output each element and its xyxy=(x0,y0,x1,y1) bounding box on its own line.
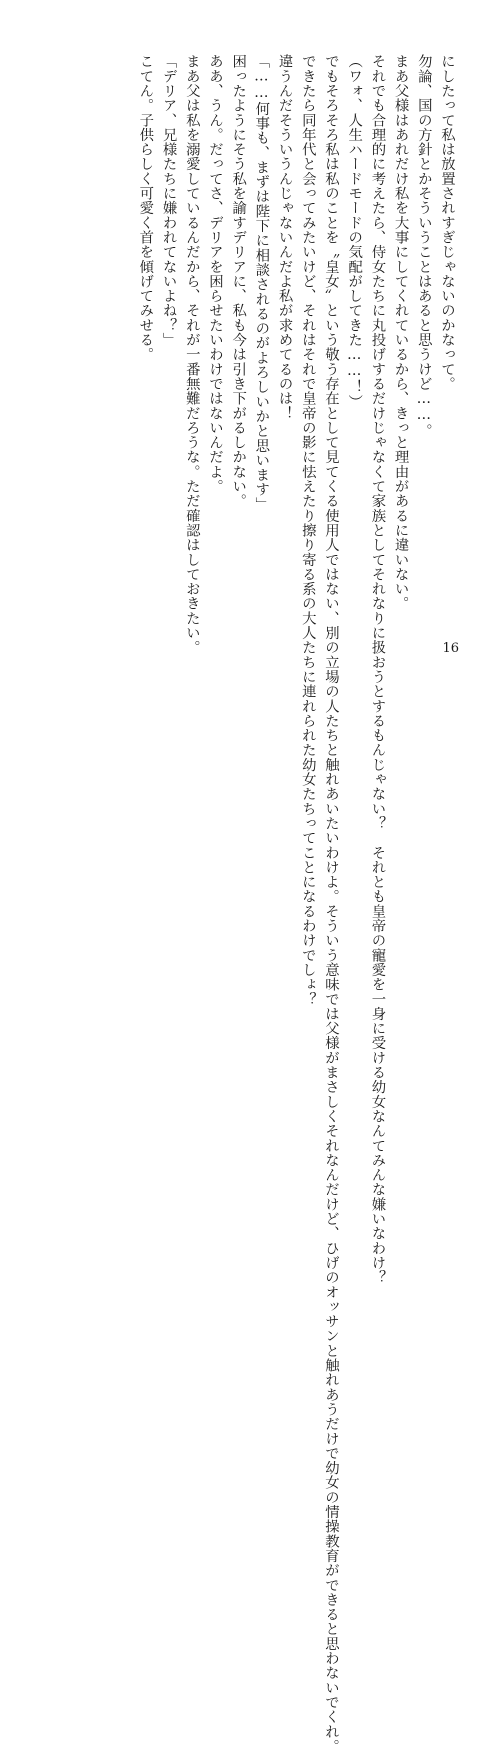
text-line: （ワォ、人生ハードモードの気配がしてきた……！） xyxy=(346,54,363,409)
text-line: まあ父は私を溺愛しているんだから、それが一番無難だろうな。ただ確認はしておきたい。 xyxy=(183,54,200,655)
text-line: できたら同年代と会ってみたいけど、それはそれで皇帝の影に怯えたり擦り寄る系の大人たちに連れられた幼女たちってことになるわけでしょ？ xyxy=(299,54,316,1007)
text-line: こてん。子供らしく可愛く首を傾げてみせる。 xyxy=(137,54,154,362)
text-line: でもそろそろ私は私のことを〝皇女〟という敬う存在として見てくる使用人ではない、別の立場の人たちと触れあいたいわけよ。そういう意味では父様がまさしくそれなんだけど、ひげのオッサンと触れあうだけで幼女の情操教育ができると思わないでくれ。 xyxy=(322,54,339,1753)
text-line: まあ父様はあれだけ私を大事にしてくれているから、きっと理由があるに違いない。 xyxy=(392,54,409,611)
text-line: 「デリア、兄様たちに嫌われてないよね？」 xyxy=(160,54,177,347)
text-line: ああ、うん。だってさ、デリアを困らせたいわけではないんだよ。 xyxy=(206,54,223,494)
text-line: にしたって私は放置されすぎじゃないのかなって。 xyxy=(439,54,455,391)
text-line: 勿論、国の方針とかそういうことはあると思うけど……。 xyxy=(415,54,432,439)
page-number: 16 xyxy=(442,641,459,656)
text-line: 「……何事も、まずは陛下に相談されるのがよろしいかと思います」 xyxy=(253,54,270,512)
text-line: 困ったようにそう私を諭すデリアに、私も今は引き下がるしかない。 xyxy=(230,54,247,509)
text-line: 違うんだそういうんじゃないんだよ私が求めてるのは！ xyxy=(276,54,293,421)
text-line: それでも合理的に考えたら、侍女たちに丸投げするだけじゃなくて家族としてそれなりに扱おうとするもんじゃない？ それとも皇帝の寵愛を一身に受ける幼女なんてみんな嫌いなわけ？ xyxy=(369,54,386,1285)
